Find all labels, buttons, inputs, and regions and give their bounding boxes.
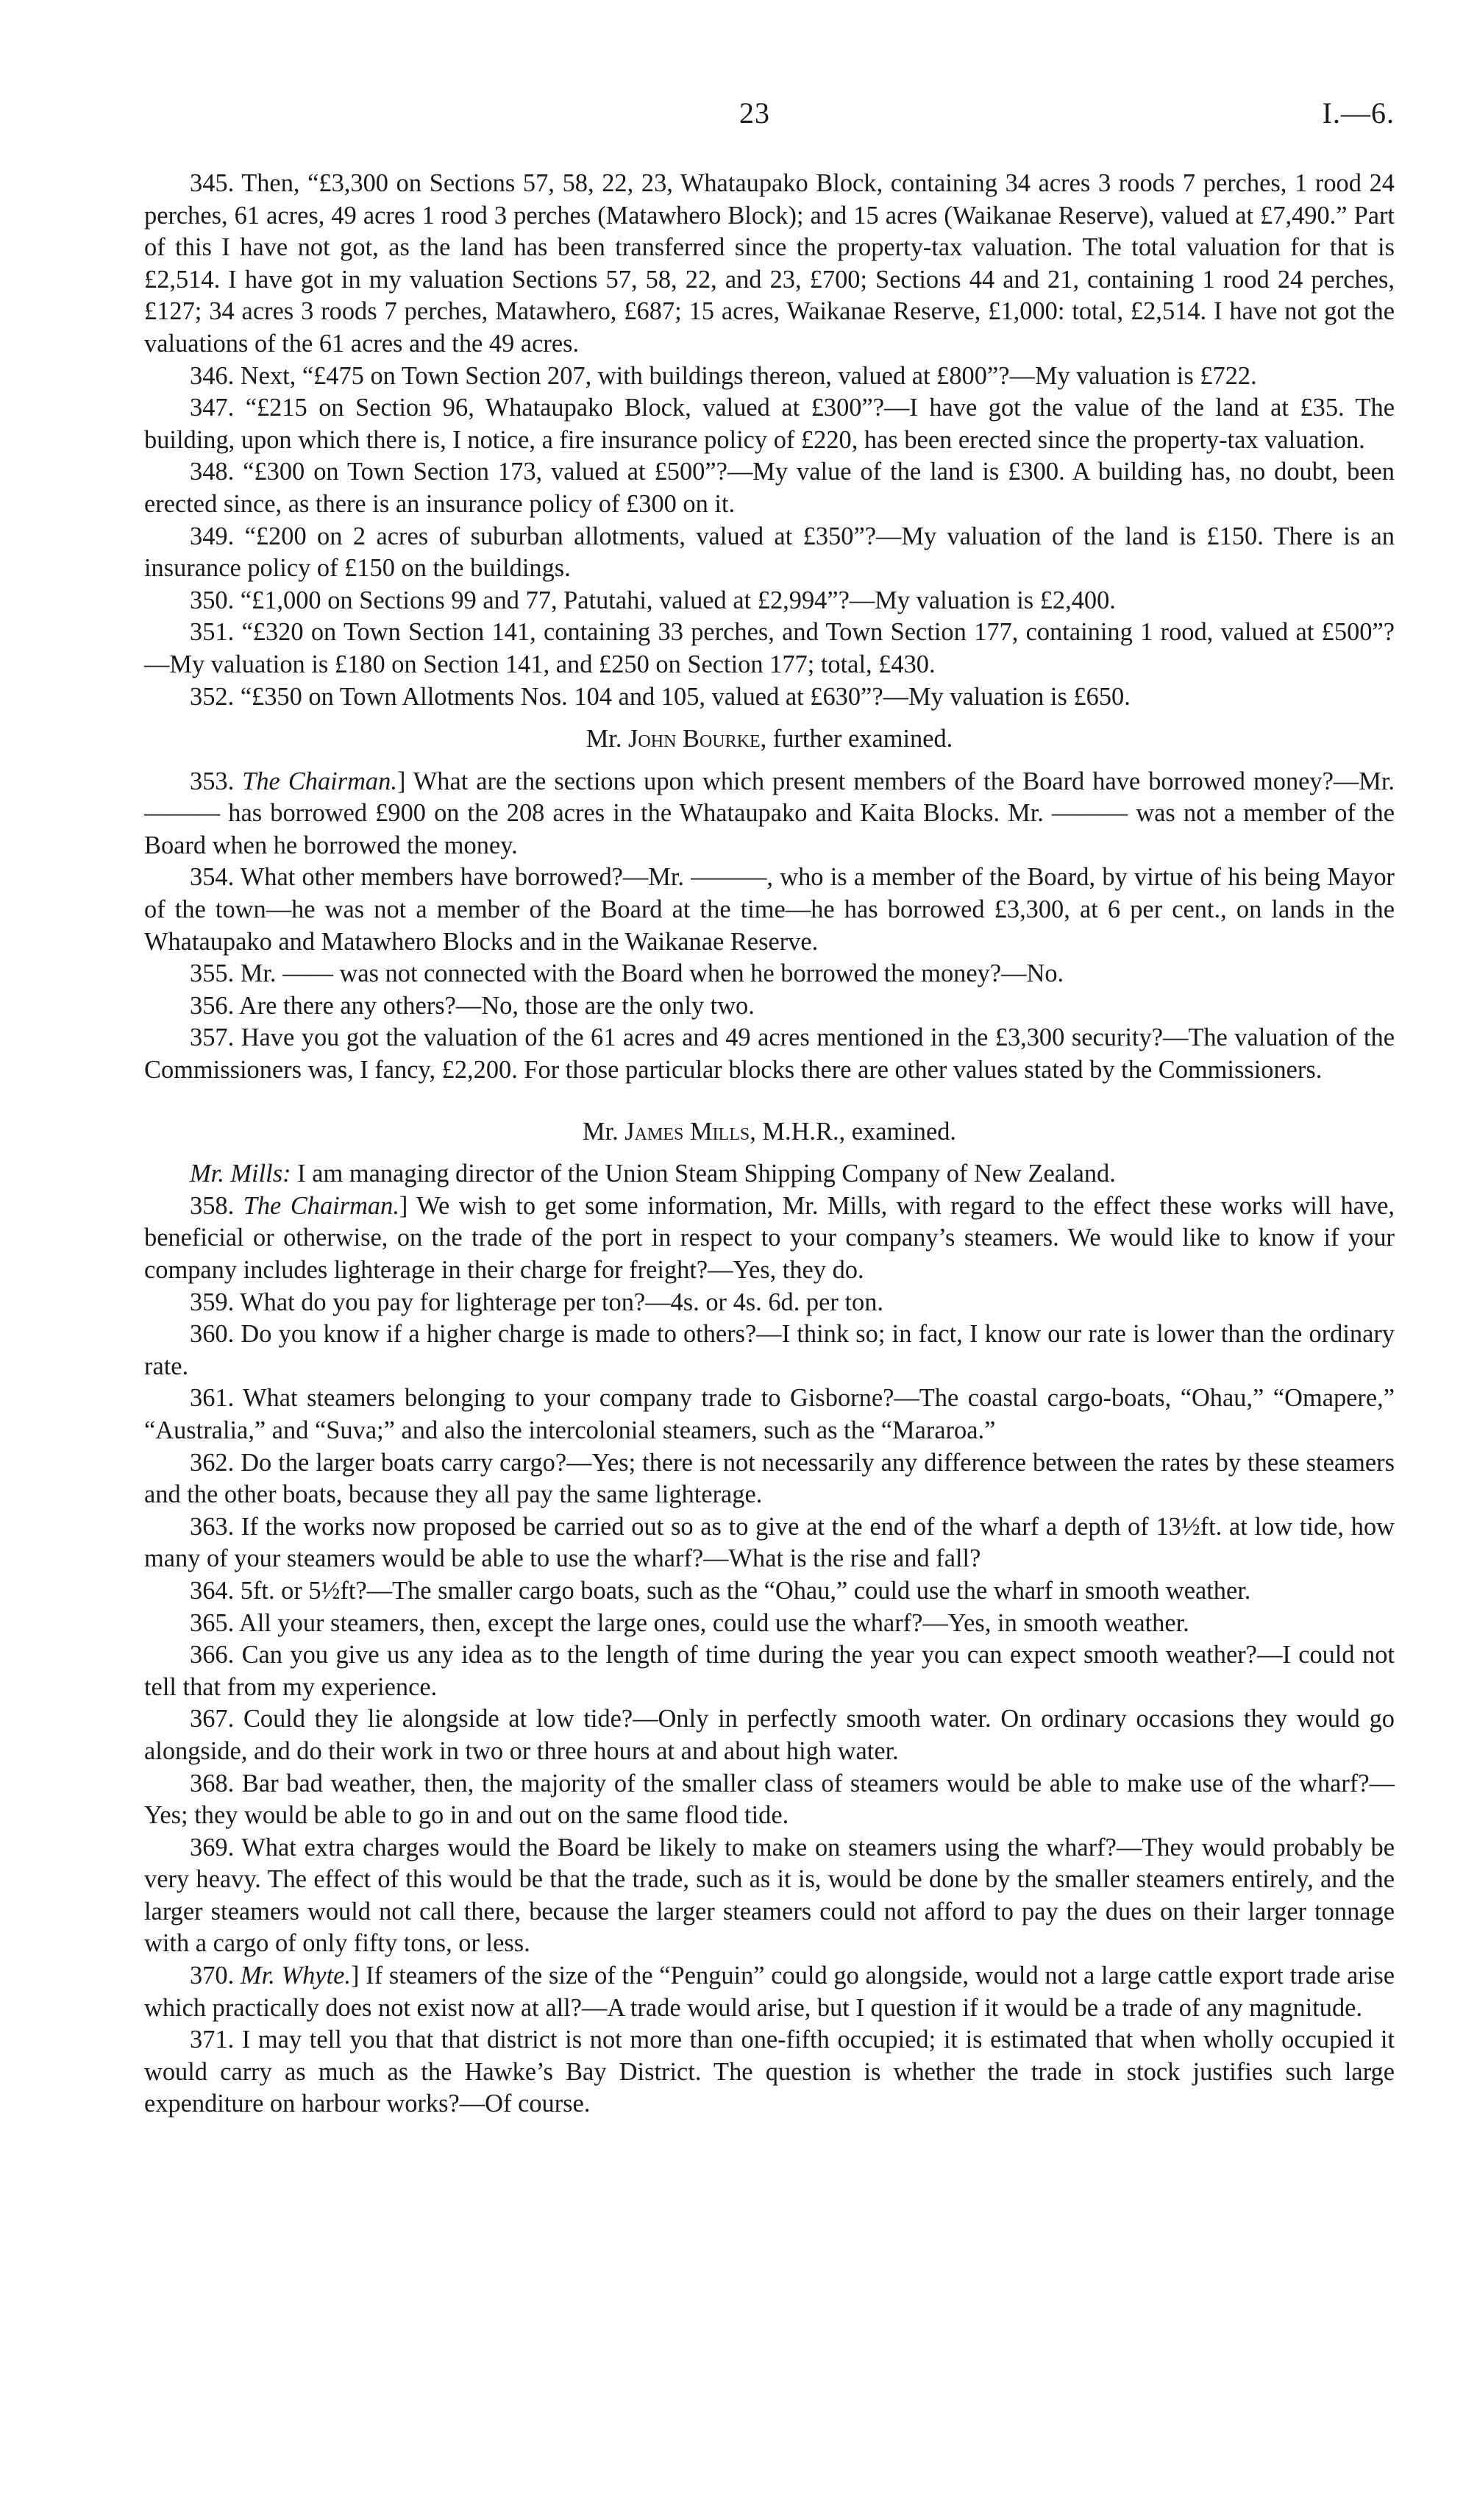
speaker-name: Mr. Whyte.	[240, 1962, 351, 1990]
paragraph-359: 359. What do you pay for lighterage per ton?—4s. or 4s. 6d. per ton.	[190, 1288, 883, 1316]
paragraph-353	[144, 766, 1395, 862]
paragraph-text: I am managing director of the Union Steam Shipping Company of New Zealand.	[291, 1160, 1116, 1188]
evidence-section-1	[144, 168, 1395, 713]
paragraph-355: 355. Mr. —— was not connected with the Board when he borrowed the money?—No.	[190, 959, 1064, 988]
paragraph-345: 345. Then, “£3,300 on Sections 57, 58, 22, 23, Whataupako Block, containing 34 acres 3 roods 7 perches, 1 rood 24 perches, 61 acres, 49 acres 1 rood 3 perches (Matawhero Block); and 15 acres (Waikanae Reserve), valued at £7,490.” Part of this I have not got, as the land has been transferred since the property-tax valuation. The total valuation for that is £2,514. I have got in my valuation Sections 57, 58, 22, and 23, £700; Sections 44 and 21, containing 1 rood 24 perches, £127; 34 acres 3 roods 7 perches, Matawhero, £687; 15 acres, Waikanae Reserve, £1,000: total, £2,514. I have not got the valuations of the 61 acres and the 49 acres.	[144, 169, 1395, 358]
paragraph-354: 354. What other members have borrowed?—Mr. ———, who is a member of the Board, by virtue of his being Mayor of the town—he was not a member of the Board at the time—he has borrowed £3,300, at 6 per cent., on lands in the Whataupako and Matawhero Blocks and in the Waikanae Reserve.	[144, 863, 1395, 956]
speaker-name: The Chairman.	[243, 1191, 399, 1220]
paragraph-362: 362. Do the larger boats carry cargo?—Yes; there is not necessarily any difference between the rates by these steamers and the other boats, because they all pay the same lighterage.	[144, 1448, 1395, 1509]
paragraph-369: 369. What extra charges would the Board be likely to make on steamers using the wharf?—They would probably be very heavy. The effect of this would be that the trade, such as it is, would be done by the smaller steamers entirely, and the larger steamers would not call there, because the larger steamers could not afford to pay the dues on their larger tonnage with a cargo of only fifty tons, or less.	[144, 1833, 1395, 1958]
paper-reference: I.—6.	[1322, 96, 1395, 129]
witness-suffix: , further examined.	[760, 725, 953, 753]
evidence-section-2	[144, 766, 1395, 1087]
witness-title: Mr.	[586, 725, 629, 753]
paragraph-text: ] We wish to get some information, Mr. Mills, with regard to the effect these works will have, beneficial or otherwise, on the trade of the port in respect to your company’s steamers. We would like to know if your company includes lighterage in their charge for freight?—Yes, they do.	[144, 1191, 1395, 1284]
page-header	[144, 96, 1395, 147]
paragraph-363: 363. If the works now proposed be carried out so as to give at the end of the wharf a depth of 13½ft. at low tide, how many of your steamers would be able to use the wharf?—What is the rise and fall?	[144, 1512, 1395, 1573]
question-number: 358.	[190, 1191, 243, 1220]
paragraph-367: 367. Could they lie alongside at low tide?—Only in perfectly smooth water. On ordinary occasions they would go alongside, and do their work in two or three hours at and about high water.	[144, 1705, 1395, 1765]
paragraph-368: 368. Bar bad weather, then, the majority of the smaller class of steamers would be able to make use of the wharf?—Yes; they would be able to go in and out on the same flood tide.	[144, 1769, 1395, 1830]
page-number: 23	[739, 96, 770, 129]
witness-name: John Bourke	[628, 725, 761, 753]
paragraph-351: 351. “£320 on Town Section 141, containing 33 perches, and Town Section 177, containing 1 rood, valued at £500”?—My valuation is £180 on Section 141, and £250 on Section 177; total, £430.	[144, 618, 1395, 678]
paragraph-356: 356. Are there any others?—No, those are the only two.	[190, 991, 755, 1020]
paragraph-361: 361. What steamers belonging to your company trade to Gisborne?—The coastal cargo-boats, “Ohau,” “Omapere,” “Australia,” and “Suva;” and also the intercolonial steamers, such as the “Mararoa.”	[144, 1384, 1395, 1444]
question-number: 353.	[190, 767, 243, 795]
paragraph-364: 364. 5ft. or 5½ft?—The smaller cargo boats, such as the “Ohau,” could use the wharf in smooth weather.	[190, 1576, 1251, 1605]
evidence-section-3	[144, 1158, 1395, 2120]
paragraph-366: 366. Can you give us any idea as to the length of time during the year you can expect smooth weather?—I could not tell that from my experience.	[144, 1641, 1395, 1701]
question-number: 370.	[190, 1962, 241, 1990]
paragraph-348: 348. “£300 on Town Section 173, valued at £500”?—My value of the land is £300. A building has, no doubt, been erected since, as there is an insurance policy of £300 on it.	[144, 458, 1395, 518]
paragraph-365: 365. All your steamers, then, except the large ones, could use the wharf?—Yes, in smooth weather.	[190, 1608, 1189, 1637]
witness-title: Mr.	[582, 1117, 625, 1146]
paragraph-349: 349. “£200 on 2 acres of suburban allotments, valued at £350”?—My valuation of the land is £150. There is an insurance policy of £150 on the buildings.	[144, 522, 1395, 583]
paragraph-358	[144, 1190, 1395, 1287]
speaker-name: Mr. Mills:	[190, 1160, 291, 1188]
paragraph-370	[144, 1960, 1395, 2024]
witness-heading-mills	[144, 1116, 1395, 1149]
paragraph-357: 357. Have you got the valuation of the 61 acres and 49 acres mentioned in the £3,300 security?—The valuation of the Commissioners was, I fancy, £2,200. For those particular blocks there are other values stated by the Commissioners.	[144, 1023, 1395, 1085]
paragraph-text: ] If steamers of the size of the “Penguin” could go alongside, would not a large cattle export trade arise which practically does not exist now at all?—A trade would arise, but I question if it would be a trade of any magnitude.	[144, 1962, 1395, 2022]
paragraph-346: 346. Next, “£475 on Town Section 207, with buildings thereon, valued at £800”?—My valuation is £722.	[190, 361, 1257, 390]
paragraph-371: 371. I may tell you that that district is not more than one-fifth occupied; it is estimated that when wholly occupied it would carry as much as the Hawke’s Bay District. The question is whether the trade in stock justifies such large expenditure on harbour works?—Of course.	[144, 2026, 1395, 2118]
witness-name: James Mills	[624, 1117, 750, 1146]
paragraph-350: 350. “£1,000 on Sections 99 and 77, Patutahi, valued at £2,994”?—My valuation is £2,400.	[190, 586, 1116, 614]
speaker-name: The Chairman.	[242, 767, 397, 795]
opening-statement	[144, 1158, 1395, 1190]
paragraph-347: 347. “£215 on Section 96, Whataupako Block, valued at £300”?—I have got the value of the land at £35. The building, upon which there is, I notice, a fire insurance policy of £220, has been erected since the property-tax valuation.	[144, 394, 1395, 454]
paragraph-360: 360. Do you know if a higher charge is made to others?—I think so; in fact, I know our rate is lower than the ordinary rate.	[144, 1320, 1395, 1380]
witness-heading-bourke	[144, 723, 1395, 756]
paragraph-352: 352. “£350 on Town Allotments Nos. 104 and 105, valued at £630”?—My valuation is £650.	[190, 682, 1131, 711]
witness-suffix: , M.H.R., examined.	[750, 1117, 957, 1146]
paragraph-text: ] What are the sections upon which present members of the Board have borrowed money?—Mr. ——— has borrowed £900 on the 208 acres in the Whataupako and Kaita Blocks. Mr. ——— was not a member of the Board when he borrowed the money.	[144, 767, 1395, 859]
